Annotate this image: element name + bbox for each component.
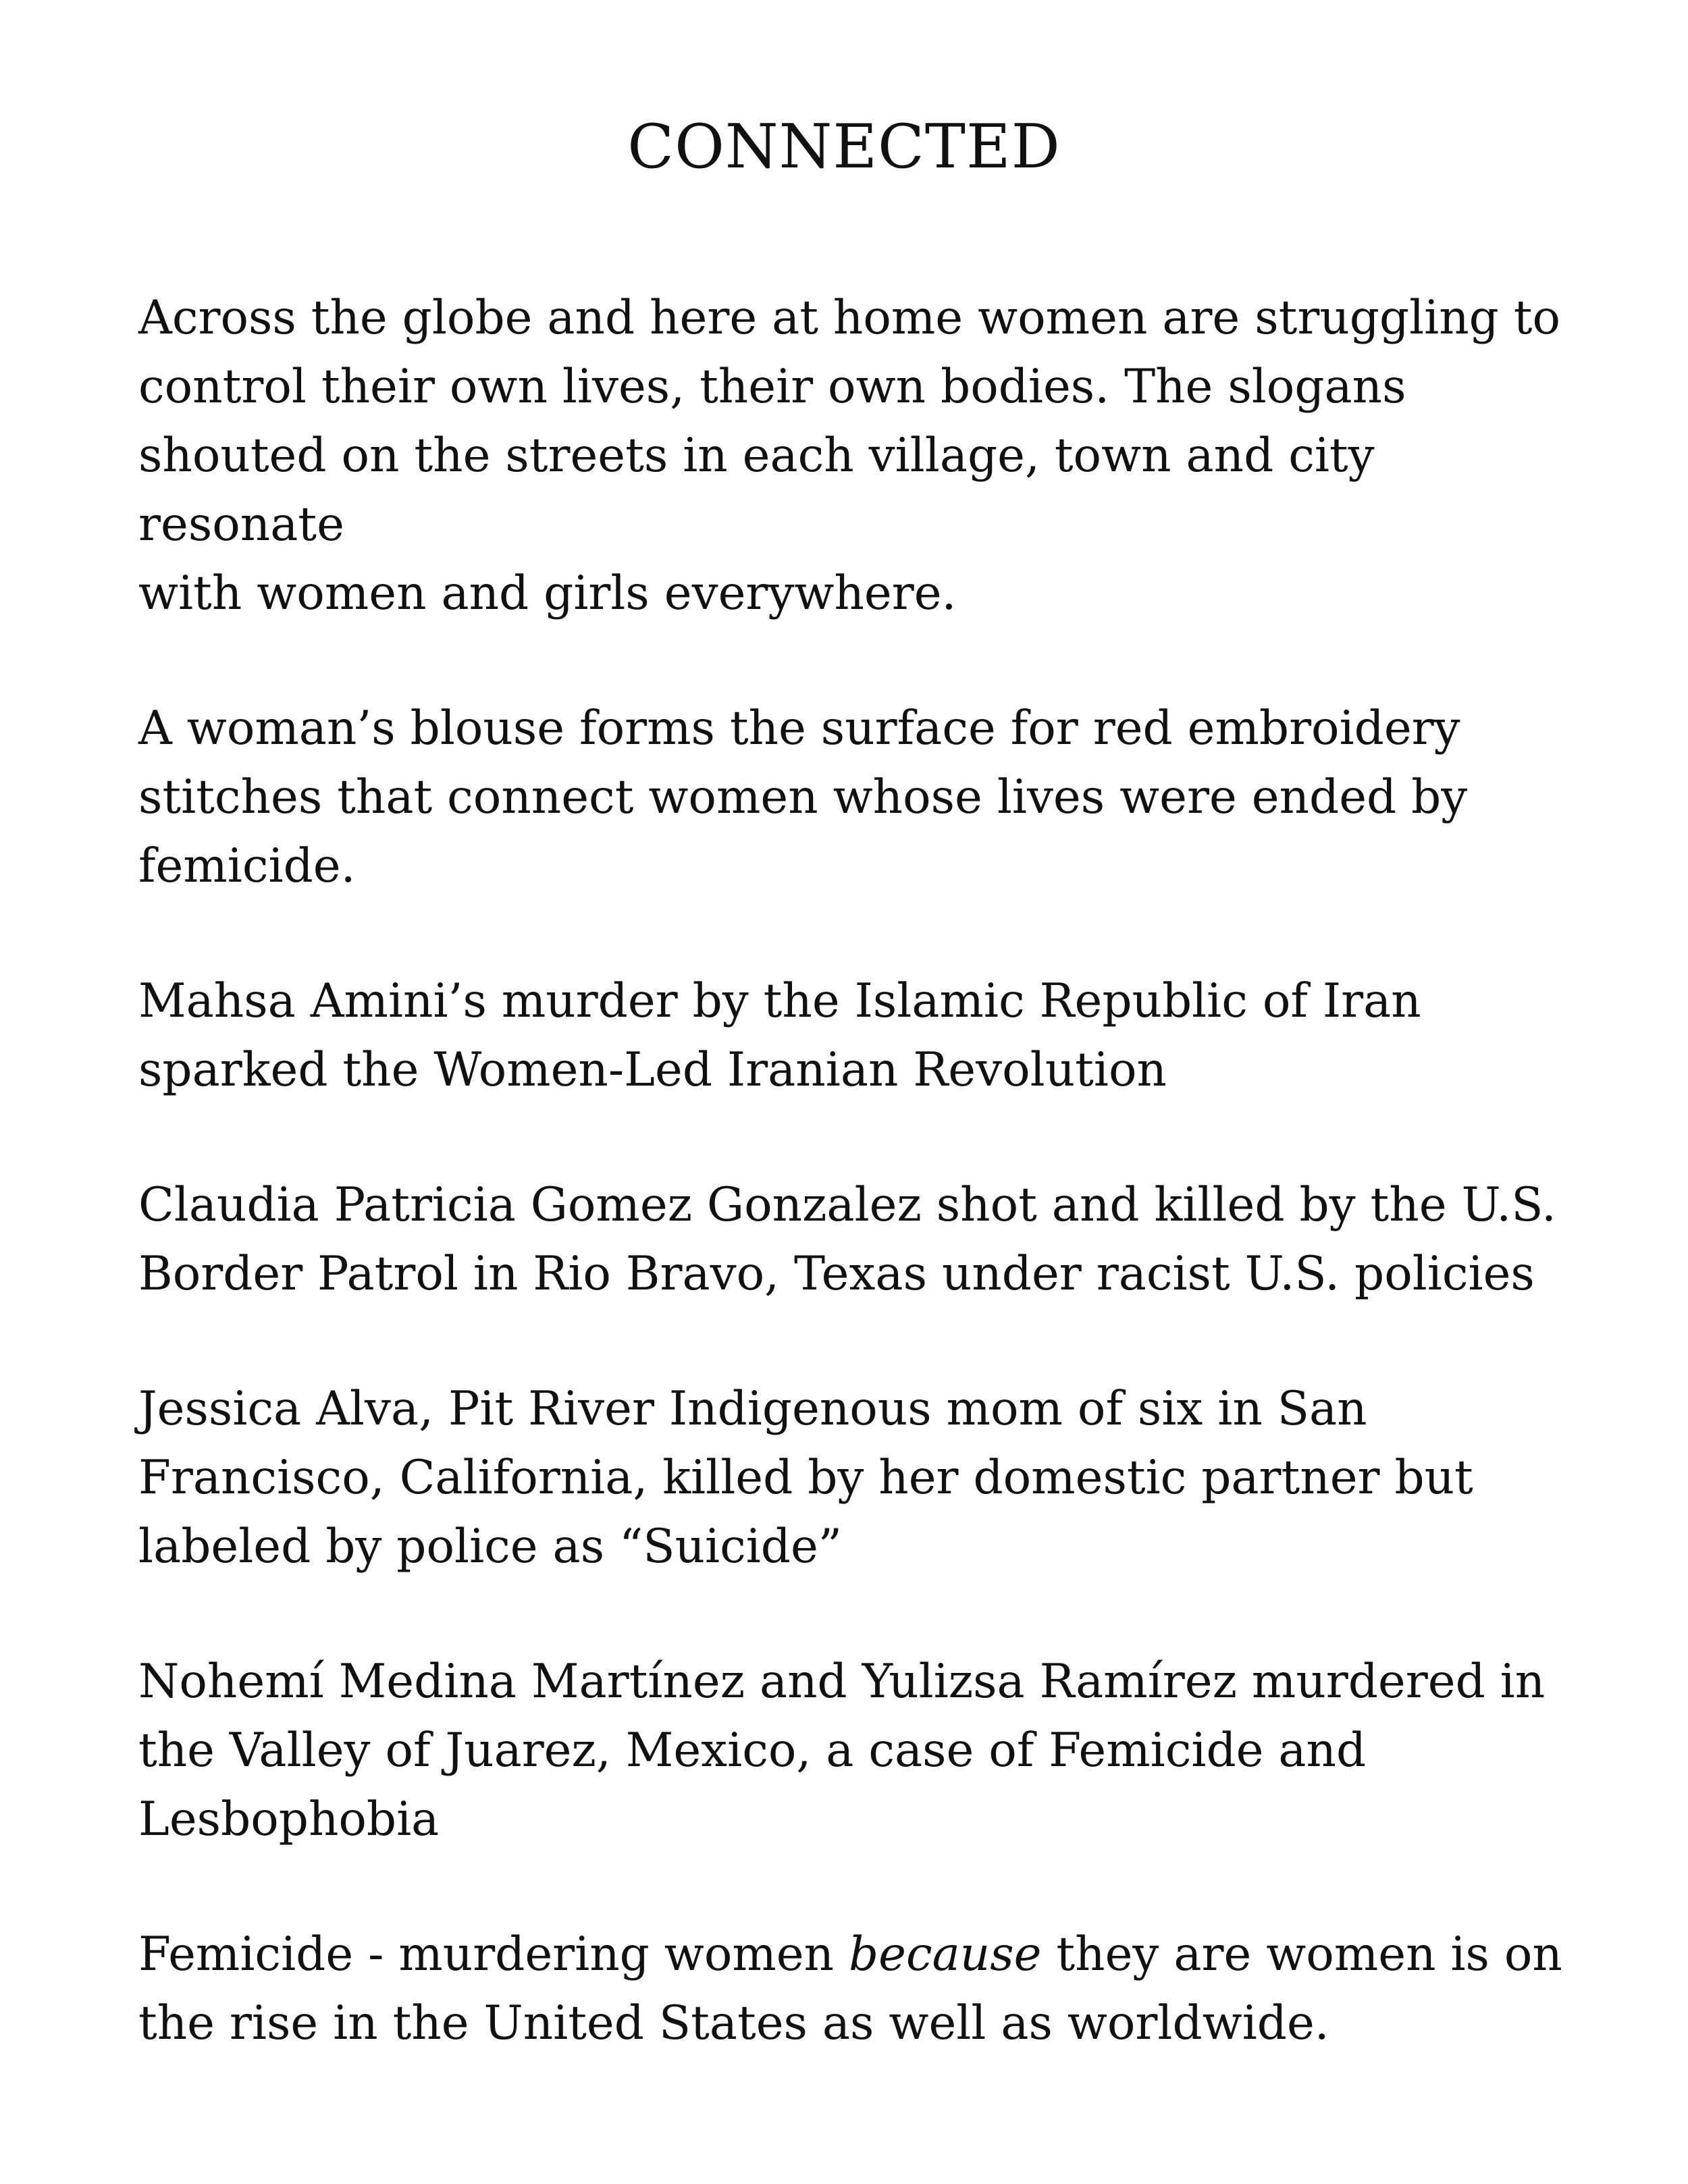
page-title: CONNECTED (627, 111, 1061, 182)
document-body (138, 284, 1570, 2124)
paragraph-intro: Across the globe and here at home women are struggling to control their own lives, their own bodies. The slogans shouted on the streets in each village, town and city resonate with women and girls everywhere. (138, 291, 1561, 620)
definition-emphasis: because (849, 1927, 1042, 1981)
paragraph-femicide-definition (138, 1920, 1570, 2058)
definition-text-end: they are women is on the rise in the United States as well as worldwide. (138, 1927, 1562, 2050)
paragraph-blouse: A woman’s blouse forms the surface for red embroidery stitches that connect women whose lives were ended by femicide. (138, 701, 1468, 893)
paragraph-mahsa-amini: Mahsa Amini’s murder by the Islamic Republic of Iran sparked the Women-Led Iranian Revolution (138, 974, 1421, 1097)
definition-text-start: Femicide - murdering women (138, 1927, 849, 1981)
paragraph-juarez: Nohemí Medina Martínez and Yulizsa Ramírez murdered in the Valley of Juarez, Mexico, a case of Femicide and Lesbophobia (138, 1655, 1546, 1846)
paragraph-jessica-alva: Jessica Alva, Pit River Indigenous mom of six in San Francisco, California, killed by her domestic partner but labeled by police as “Suicide” (138, 1382, 1473, 1574)
paragraph-claudia-gomez: Claudia Patricia Gomez Gonzalez shot and killed by the U.S. Border Patrol in Rio Bravo, Texas under racist U.S. policies (138, 1178, 1556, 1301)
